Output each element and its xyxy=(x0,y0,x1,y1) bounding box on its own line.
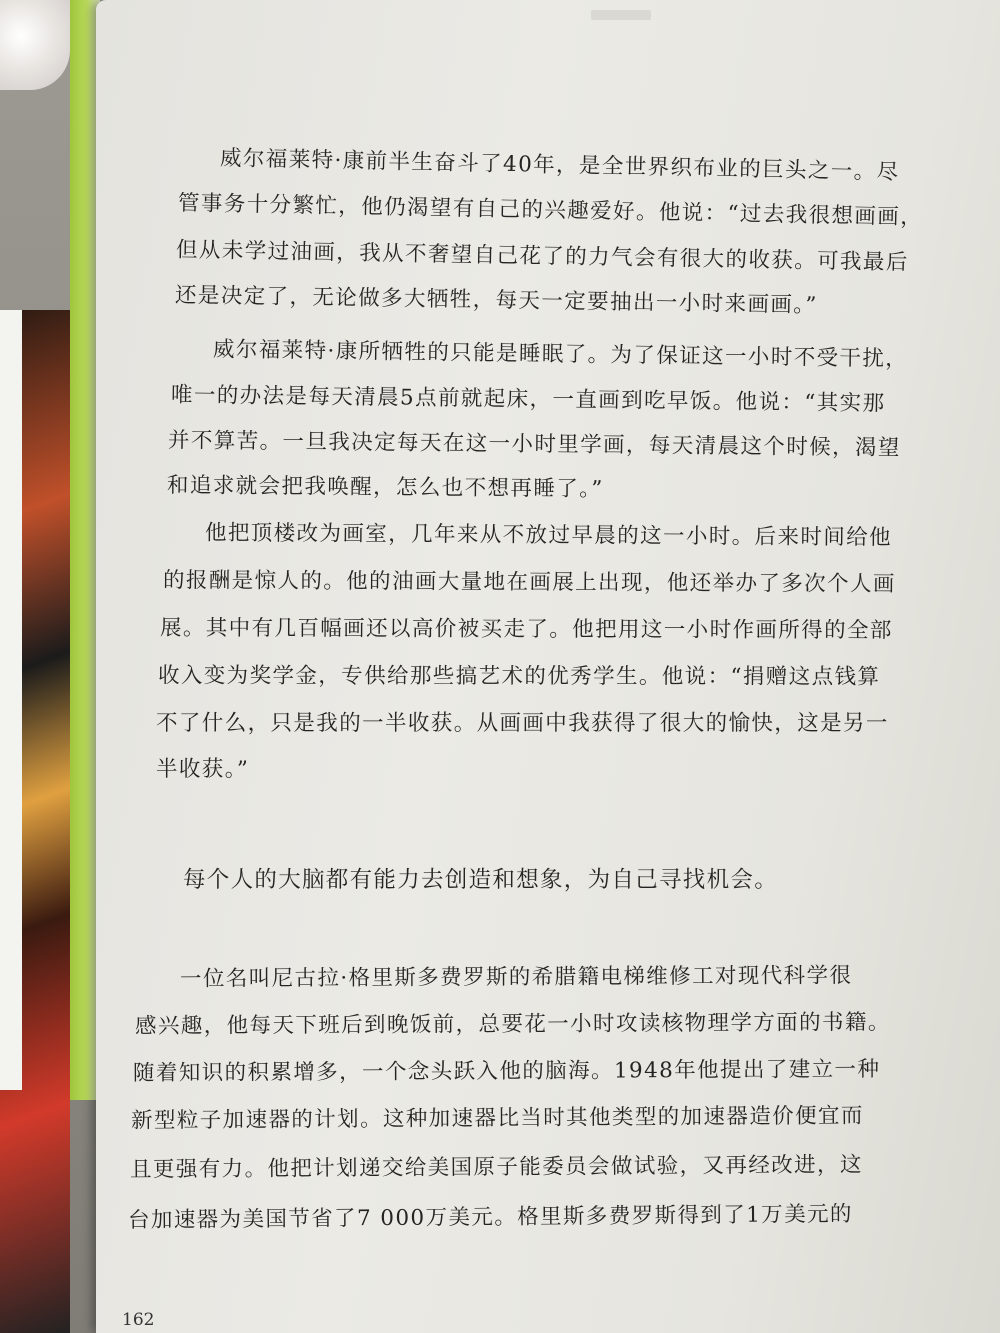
running-header xyxy=(591,10,651,20)
tissue-paper xyxy=(0,0,70,90)
text-line: 台加速器为美国节省了7 000万美元。格里斯多费罗斯得到了1万美元的 xyxy=(127,1201,853,1234)
text-line: 收入变为奖学金，专供给那些搞艺术的优秀学生。他说：“捐赠这点钱算 xyxy=(157,663,881,690)
text-line: 唯一的办法是每天清晨5点前就起床，一直画到吃早饭。他说：“其实那 xyxy=(170,382,886,417)
text-line: 展。其中有几百幅画还以高价被买走了。他把用这一小时作画所得的全部 xyxy=(159,615,893,644)
text-line: 他把顶楼改为画室，几年来从不放过早晨的这一小时。后来时间给他 xyxy=(204,520,893,551)
text-line: 还是决定了，无论做多大牺牲，每天一定要抽出一小时来画画。” xyxy=(174,282,818,319)
text-line: 威尔福莱特·康所牺牲的只能是睡眠了。为了保证这一小时不受干扰， xyxy=(212,337,909,372)
text-line: 的报酬是惊人的。他的油画大量地在画展上出现，他还举办了多次个人画 xyxy=(162,568,896,597)
page-number: 162 xyxy=(122,1310,155,1330)
text-line: 不了什么，只是我的一半收获。从画画中我获得了很大的愉快，这是另一 xyxy=(156,711,889,736)
text-line: 新型粒子加速器的计划。这种加速器比当时其他类型的加速器造价便宜而 xyxy=(130,1103,864,1134)
text-line: 威尔福莱特·康前半生奋斗了40年，是全世界织布业的巨头之一。尽 xyxy=(219,145,900,186)
text-line: 半收获。” xyxy=(156,757,250,782)
text-line: 和追求就会把我唤醒，怎么也不想再睡了。” xyxy=(166,473,604,502)
adjacent-book-cover xyxy=(0,310,70,1333)
text-line: 且更强有力。他把计划递交给美国原子能委员会做试验，又再经改进，这 xyxy=(129,1152,863,1183)
text-line: 管事务十分繁忙，他仍渴望有自己的兴趣爱好。他说：“过去我很想画画， xyxy=(177,190,924,231)
section-heading: 每个人的大脑都有能力去创造和想象，为自己寻找机会。 xyxy=(183,867,779,893)
cover-white-stripe xyxy=(0,310,22,1090)
text-line: 感兴趣，他每天下班后到晚饭前，总要花一小时攻读核物理学方面的书籍。 xyxy=(134,1010,891,1039)
text-line: 并不算苦。一旦我决定每天在这一小时里学画，每天清晨这个时候，渴望 xyxy=(167,428,901,461)
text-line: 一位名叫尼古拉·格里斯多费罗斯的希腊籍电梯维修工对现代科学很 xyxy=(179,963,853,992)
text-line: 但从未学过油画，我从不奢望自己花了的力气会有很大的收获。可我最后 xyxy=(175,237,909,276)
text-line: 随着知识的积累增多，一个念头跃入他的脑海。1948年他提出了建立一种 xyxy=(132,1057,881,1086)
